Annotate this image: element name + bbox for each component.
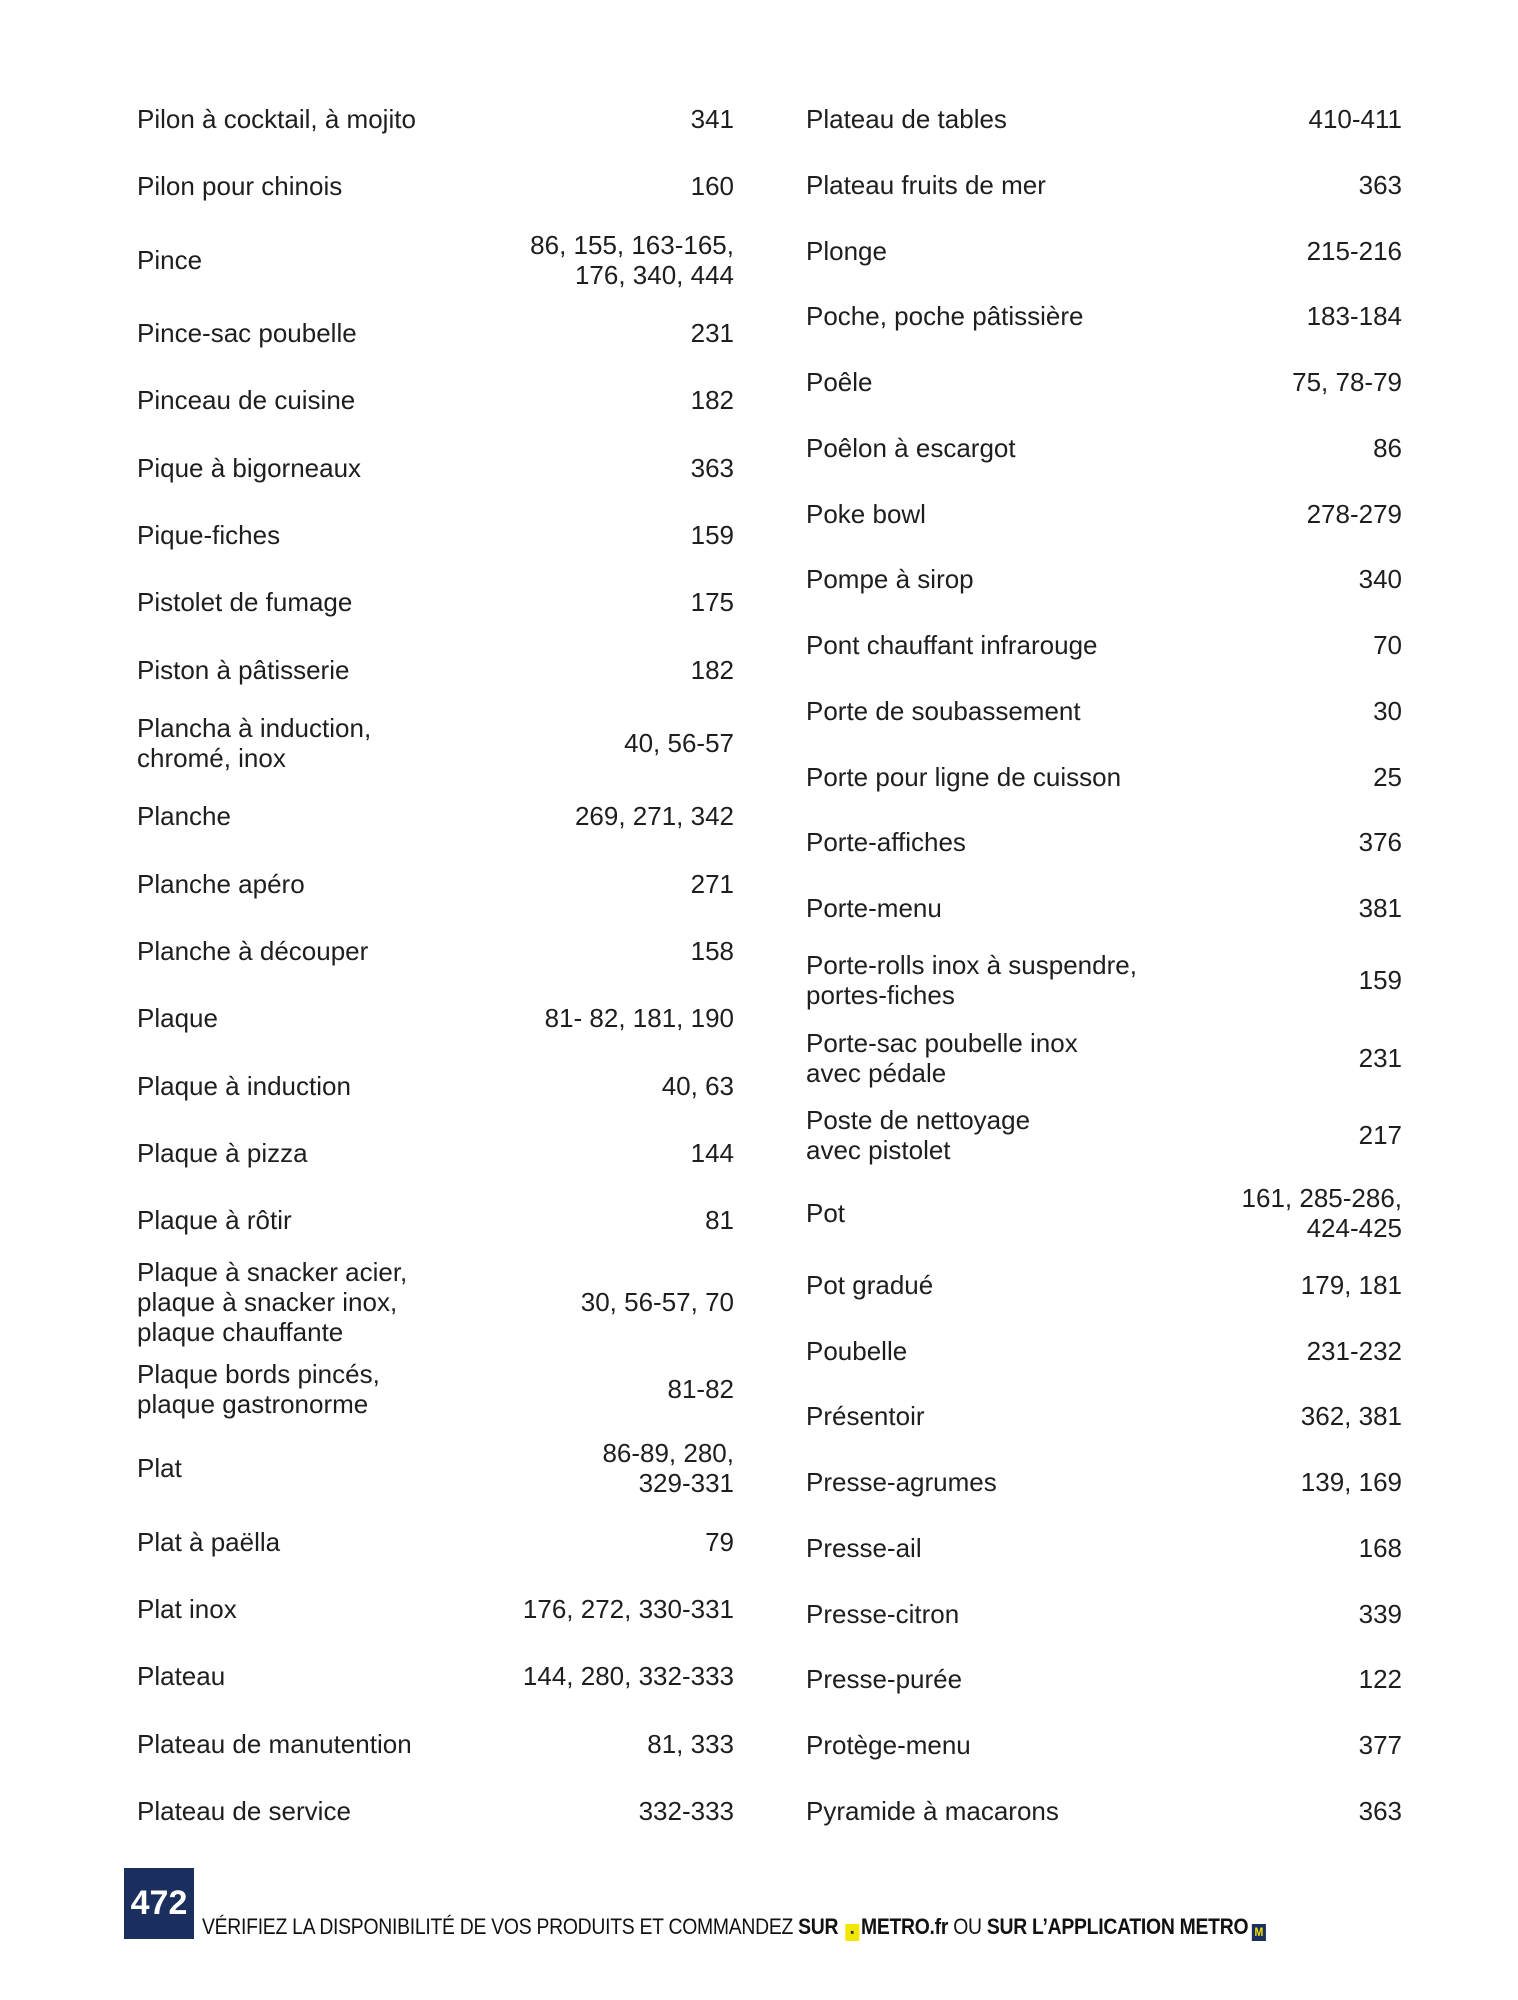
index-entry (137, 639, 734, 701)
footer-text-ou: OU (948, 1914, 987, 1939)
index-pages: 182 (690, 385, 734, 416)
index-term: Plat inox (137, 1593, 237, 1624)
index-pages: 75, 78-79 (1292, 367, 1402, 397)
index-pages: 363 (690, 452, 734, 483)
index-pages: 139, 169 (1300, 1467, 1402, 1497)
index-term: Planche à découper (137, 935, 369, 966)
index-pages: 176, 272, 330-331 (522, 1593, 734, 1624)
index-pages: 159 (1358, 964, 1402, 995)
index-term: Protège-menu (806, 1730, 971, 1760)
index-term: Pilon pour chinois (137, 171, 343, 202)
index-entry (137, 706, 734, 780)
index-entry (806, 88, 1402, 150)
index-pages: 161, 285-286, 424-425 (1241, 1183, 1402, 1243)
index-term: Pince-sac poubelle (137, 317, 357, 348)
index-pages: 81, 333 (647, 1728, 734, 1759)
index-entry (137, 437, 734, 499)
index-entry (137, 223, 734, 297)
footer-text: VÉRIFIEZ LA DISPONIBILITÉ DE VOS PRODUITS ET COMMANDEZ (202, 1914, 799, 1939)
index-pages: 144, 280, 332-333 (522, 1661, 734, 1692)
index-term: Presse-ail (806, 1532, 922, 1563)
index-pages: 86 (1373, 432, 1402, 463)
index-entry (137, 853, 734, 915)
index-term: Pompe à sirop (806, 564, 974, 595)
index-entry (806, 1176, 1402, 1250)
index-entry (137, 920, 734, 982)
index-entry (137, 987, 734, 1049)
index-entry (806, 1648, 1402, 1710)
index-pages: 362, 381 (1300, 1401, 1402, 1432)
footer-bold-sur: SUR (798, 1914, 839, 1939)
index-entry (806, 1021, 1402, 1095)
index-column-left (137, 88, 734, 1842)
index-term: Présentoir (806, 1401, 925, 1432)
index-entry (137, 369, 734, 431)
index-entry (806, 1254, 1402, 1316)
index-term: Plat à paëlla (137, 1526, 281, 1557)
index-pages: 40, 63 (661, 1070, 734, 1101)
index-term: Poêle (806, 367, 873, 397)
index-pages: 159 (690, 519, 734, 550)
index-entry (137, 785, 734, 847)
index-pages: 363 (1358, 1795, 1402, 1826)
index-entry (806, 1517, 1402, 1579)
index-entry (806, 1451, 1402, 1513)
index-entry (806, 1780, 1402, 1842)
index-term: Plonge (806, 235, 887, 266)
index-pages: 183-184 (1306, 301, 1402, 332)
index-pages: 332-333 (638, 1795, 734, 1826)
footer-site-link[interactable]: METRO.fr (860, 1914, 949, 1939)
index-term: Porte-rolls inox à suspendre, portes-fiches (806, 949, 1137, 1010)
index-pages: 363 (1358, 169, 1402, 200)
index-entry (806, 548, 1402, 610)
index-pages: 340 (1358, 564, 1402, 595)
index-entry (806, 220, 1402, 282)
index-term: Pilon à cocktail, à mojito (137, 104, 416, 134)
index-term: Plaque à snacker acier, plaque à snacker inox, plaque chauffante (137, 1256, 408, 1347)
index-entry (137, 1352, 734, 1426)
index-pages: 278-279 (1306, 498, 1402, 529)
index-entry (806, 285, 1402, 347)
index-term: Presse-agrumes (806, 1467, 997, 1497)
index-term: Pyramide à macarons (806, 1795, 1059, 1826)
index-term: Plateau de manutention (137, 1728, 412, 1759)
index-term: Poubelle (806, 1335, 908, 1366)
index-entry (806, 811, 1402, 873)
index-pages: 81-82 (667, 1373, 734, 1404)
index-pages: 30, 56-57, 70 (580, 1286, 734, 1317)
index-entry (137, 1780, 734, 1842)
index-entry (137, 504, 734, 566)
index-entry (806, 877, 1402, 939)
index-entry (806, 614, 1402, 676)
metro-app-icon: M (1252, 1924, 1266, 1941)
index-pages: 81- 82, 181, 190 (544, 1003, 734, 1034)
index-pages: 25 (1373, 761, 1402, 792)
index-entry (806, 1320, 1402, 1382)
index-pages: 81 (705, 1205, 734, 1236)
index-entry (806, 351, 1402, 413)
index-term: Planche apéro (137, 868, 305, 899)
index-entry (806, 417, 1402, 479)
index-term: Porte de soubassement (806, 695, 1081, 726)
index-term: Porte-menu (806, 893, 942, 923)
index-term: Poêlon à escargot (806, 432, 1016, 463)
index-entry (137, 155, 734, 217)
index-pages: 175 (690, 587, 734, 618)
index-term: Pot (806, 1198, 846, 1228)
index-term: Plat (137, 1453, 182, 1484)
index-term: Pont chauffant infrarouge (806, 630, 1098, 660)
index-entry (137, 1511, 734, 1573)
index-term: Poche, poche pâtissière (806, 301, 1084, 332)
metro-web-icon: ▪ (845, 1924, 859, 1941)
index-term: Plateau fruits de mer (806, 169, 1046, 200)
index-term: Pistolet de fumage (137, 587, 353, 618)
index-entry (806, 1098, 1402, 1172)
index-pages: 341 (690, 104, 734, 134)
index-pages: 144 (690, 1137, 734, 1168)
index-entry (137, 1645, 734, 1707)
index-term: Plaque bords pincés, plaque gastronorme (137, 1358, 380, 1419)
index-term: Plaque à pizza (137, 1137, 308, 1168)
index-entry (137, 88, 734, 150)
index-pages: 381 (1358, 893, 1402, 923)
index-entry (806, 680, 1402, 742)
index-pages: 339 (1358, 1598, 1402, 1629)
index-entry (806, 154, 1402, 216)
index-term: Porte-affiches (806, 827, 966, 858)
index-term: Pique à bigorneaux (137, 452, 362, 483)
index-pages: 179, 181 (1300, 1269, 1402, 1300)
index-pages: 231 (1358, 1042, 1402, 1073)
index-entry (137, 1257, 734, 1347)
index-pages: 377 (1358, 1730, 1402, 1760)
index-pages: 70 (1373, 630, 1402, 660)
index-term: Plateau de tables (806, 104, 1007, 134)
index-entry (137, 1578, 734, 1640)
index-pages: 86-89, 280, 329-331 (602, 1438, 734, 1499)
index-term: Poste de nettoyage avec pistolet (806, 1105, 1031, 1166)
index-pages: 271 (690, 868, 734, 899)
index-entry (806, 1385, 1402, 1447)
index-term: Poke bowl (806, 498, 926, 529)
footer-app-text: SUR L’APPLICATION METRO (986, 1914, 1249, 1939)
index-entry (137, 1189, 734, 1251)
index-term: Plateau (137, 1661, 226, 1692)
index-pages: 30 (1373, 695, 1402, 726)
index-entry (806, 1583, 1402, 1645)
index-entry (806, 746, 1402, 808)
index-entry (806, 1714, 1402, 1776)
index-pages: 217 (1358, 1120, 1402, 1151)
index-entry (137, 302, 734, 364)
index-pages: 410-411 (1308, 104, 1402, 134)
index-term: Plaque à rôtir (137, 1205, 292, 1236)
index-term: Pot gradué (806, 1269, 934, 1300)
index-pages: 269, 271, 342 (574, 801, 734, 832)
index-column-right (806, 88, 1402, 1842)
index-term: Porte-sac poubelle inox avec pédale (806, 1027, 1078, 1088)
index-term: Pinceau de cuisine (137, 385, 356, 416)
index-term: Piston à pâtisserie (137, 654, 350, 685)
index-pages: 158 (690, 935, 734, 966)
index-term: Porte pour ligne de cuisson (806, 761, 1122, 792)
index-pages: 40, 56-57 (624, 727, 734, 758)
index-term: Plancha à induction, chromé, inox (137, 712, 372, 773)
index-pages: 182 (690, 654, 734, 685)
index-entry (137, 571, 734, 633)
index-entry (137, 1122, 734, 1184)
index-term: Pique-fiches (137, 519, 281, 550)
index-term: Plaque à induction (137, 1070, 351, 1101)
index-entry (806, 483, 1402, 545)
index-pages: 86, 155, 163-165, 176, 340, 444 (530, 229, 734, 290)
index-pages: 231 (690, 317, 734, 348)
index-term: Plateau de service (137, 1795, 351, 1826)
index-term: Presse-citron (806, 1598, 960, 1629)
index-pages: 122 (1358, 1664, 1402, 1695)
index-pages: 376 (1358, 827, 1402, 858)
index-entry (137, 1713, 734, 1775)
index-entry (137, 1055, 734, 1117)
index-pages: 215-216 (1306, 235, 1402, 266)
index-term: Pince (137, 244, 203, 275)
index-pages: 168 (1358, 1532, 1402, 1563)
index-term: Planche (137, 801, 231, 832)
index-term: Presse-purée (806, 1664, 963, 1695)
page-number: 472 (124, 1868, 194, 1939)
index-pages: 231-232 (1306, 1335, 1402, 1366)
footer-banner (202, 1914, 1266, 1941)
index-pages: 160 (690, 171, 734, 202)
index-entry (137, 1431, 734, 1505)
index-term: Plaque (137, 1003, 218, 1034)
index-entry (806, 943, 1402, 1017)
index-pages: 79 (705, 1526, 734, 1557)
